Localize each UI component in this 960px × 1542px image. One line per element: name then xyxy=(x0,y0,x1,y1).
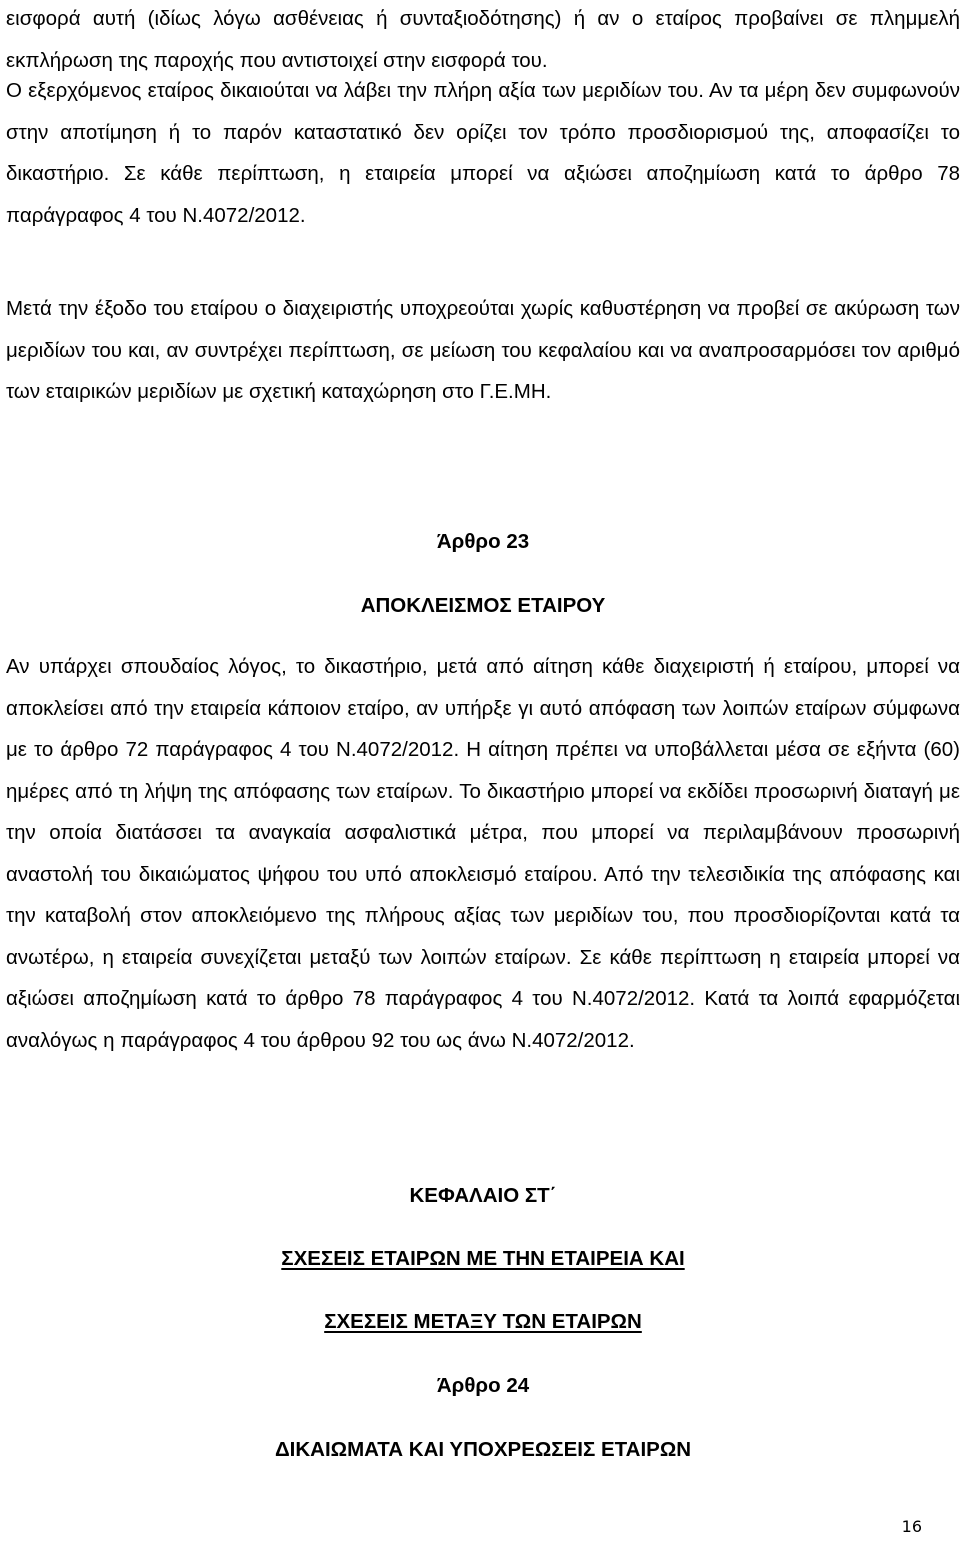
article-24-title: ΔΙΚΑΙΩΜΑΤΑ ΚΑΙ ΥΠΟΧΡΕΩΣΕΙΣ ΕΤΑΙΡΩΝ xyxy=(274,1438,692,1461)
article-23-number: Άρθρο 23 xyxy=(436,530,530,553)
paragraph-continuation: εισφορά αυτή (ιδίως λόγω ασθένειας ή συνταξιοδότησης) ή αν ο εταίρος προβαίνει σε πλημμελή εκπλήρωση της παροχής που αντιστοιχεί στην εισφορά του. xyxy=(6,7,960,72)
chapter-subtitle-line-2: ΣΧΕΣΕΙΣ ΜΕΤΑΞΥ ΤΩΝ ΕΤΑΙΡΩΝ xyxy=(324,1310,642,1333)
paragraph-departing-partner-value: Ο εξερχόμενος εταίρος δικαιούται να λάβει την πλήρη αξία των μεριδίων του. Αν τα μέρη δεν συμφωνούν στην αποτίμηση ή το παρόν καταστατικό δεν ορίζει τον τρόπο προσδιορισμού της, αποφασίζει το δικαστήριο. Σε κάθε περίπτωση, η εταιρεία μπορεί να αξιώσει αποζημίωση κατά το άρθρο 78 παράγραφος 4 του Ν.4072/2012. xyxy=(6,79,960,227)
chapter-subtitle-line-1: ΣΧΕΣΕΙΣ ΕΤΑΙΡΩΝ ΜΕ ΤΗΝ ΕΤΑΙΡΕΙΑ ΚΑΙ xyxy=(281,1247,685,1270)
article-24-number: Άρθρο 24 xyxy=(436,1374,530,1397)
paragraph-exclusion-of-partner: Αν υπάρχει σπουδαίος λόγος, το δικαστήριο, μετά από αίτηση κάθε διαχειριστή ή εταίρου, μπορεί να αποκλείσει από την εταιρεία κάποιον εταίρο, αν υπήρξε γι αυτό απόφαση των λοιπών εταίρων σύμφωνα με το άρθρο 72 παράγραφος 4 του Ν.4072/2012. Η αίτηση πρέπει να υποβάλλεται μέσα σε εξήντα (60) ημέρες από τη λήψη της απόφασης των εταίρων. Το δικαστήριο μπορεί να εκδίδει προσωρινή διαταγή με την οποία διατάσσει τα αναγκαία ασφαλιστικά μέτρα, που μπορεί να περιλαμβάνουν προσωρινή αναστολή του δικαιώματος ψήφου του υπό αποκλεισμό εταίρου. Από την τελεσιδικία της απόφασης και την καταβολή στον αποκλειόμενο της πλήρους αξίας των μεριδίων του, που προσδιορίζονται κατά τα ανωτέρω, η εταιρεία συνεχίζεται μεταξύ των λοιπών εταίρων. Σε κάθε περίπτωση η εταιρεία μπορεί να αξιώσει αποζημίωση κατά το άρθρο 78 παράγραφος 4 του Ν.4072/2012. Κατά τα λοιπά εφαρμόζεται αναλόγως η παράγραφος 4 του άρθρου 92 του ως άνω Ν.4072/2012. xyxy=(6,655,960,1052)
paragraph-cancellation-of-shares: Μετά την έξοδο του εταίρου ο διαχειριστής υποχρεούται χωρίς καθυστέρηση να προβεί σε ακύρωση των μεριδίων του και, αν συντρέχει περίπτωση, σε μείωση του κεφαλαίου και να αναπροσαρμόσει τον αριθμό των εταιρικών μεριδίων με σχετική καταχώρηση στο Γ.Ε.ΜΗ. xyxy=(6,297,960,403)
page-number: 16 xyxy=(901,1517,922,1536)
article-23-title: ΑΠΟΚΛΕΙΣΜΟΣ ΕΤΑΙΡΟΥ xyxy=(360,594,606,617)
chapter-title: ΚΕΦΑΛΑΙΟ ΣΤ΄ xyxy=(409,1184,557,1207)
